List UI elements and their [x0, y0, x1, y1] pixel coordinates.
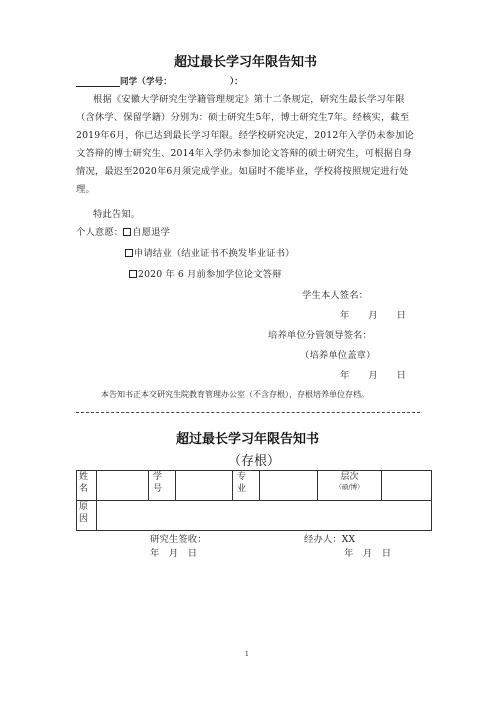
student-signature-label: 学生本人签名：	[302, 290, 369, 301]
paragraph-line-5: 情况，最迟至2020年6月须完成学业。如届时不能毕业，学校将按照规定进行处	[76, 166, 409, 177]
stub-subtitle: （存根）	[228, 454, 281, 469]
paragraph-line-3: 2019年6月，你已达到最长学习年限。经学校研究决定，2012年入学仍未参加论	[76, 130, 414, 141]
name-cell[interactable]	[97, 471, 149, 501]
paragraph-line-6: 理。	[76, 184, 95, 195]
option-complete: 申请结业（结业证书不换发毕业证书）	[134, 248, 295, 259]
opinion-label: 个人意愿：	[76, 227, 124, 238]
reason-label: 原 因	[77, 501, 97, 531]
option-row-3	[129, 266, 282, 280]
leader-signature-label: 培养单位分管领导签名：	[268, 330, 372, 341]
level-label-cell	[318, 471, 382, 501]
addressee-close: ）：	[229, 77, 243, 87]
id-cell[interactable]	[176, 471, 233, 501]
major-cell[interactable]	[260, 471, 318, 501]
stub-date-left: 年 月 日	[150, 548, 198, 559]
major-label: 专 业	[233, 471, 260, 501]
footer-note: 本告知书正本交研究生院教育管理办公室（不含存根），存根培养单位存档。	[101, 390, 369, 399]
stub-handler: 经办人：XX	[304, 534, 356, 545]
notice-title: 超过最长学习年限告知书	[174, 55, 318, 70]
seal-label: （培养单位盖章）	[300, 350, 376, 361]
stub-title: 超过最长学习年限告知书	[176, 432, 320, 447]
special-notice: 特此告知。	[93, 209, 141, 220]
option-row-2	[125, 245, 295, 259]
stub-student-sign: 研究生签收：	[150, 534, 207, 545]
student-date: 年 月 日	[340, 310, 407, 321]
cut-line	[76, 412, 420, 413]
name-label: 姓 名	[77, 471, 97, 501]
paragraph-line-4: 文答辩的博士研究生、2014年入学仍未参加论文答辩的硕士研究生，可根据自身	[76, 148, 413, 159]
reason-cell[interactable]	[97, 501, 432, 531]
id-label: 学 号	[149, 471, 176, 501]
addressee-line	[76, 75, 243, 87]
opinion-row	[76, 224, 170, 238]
checkbox-complete[interactable]	[125, 249, 133, 257]
checkbox-defense[interactable]	[129, 270, 137, 278]
checkbox-withdraw[interactable]	[123, 228, 131, 236]
level-label: 层次	[340, 472, 359, 482]
addressee-label: 同学（学号：	[120, 77, 172, 87]
option-withdraw: 自愿退学	[132, 227, 171, 238]
leader-date: 年 月 日	[340, 370, 407, 381]
level-cell[interactable]	[382, 471, 432, 501]
option-defense: 2020 年 6 月前参加学位论文答辩	[138, 269, 282, 280]
level-sub: （硕/博）	[335, 483, 364, 491]
paragraph-line-2: （含休学、保留学籍）分别为：硕士研究生5年，博士研究生7年。经核实，截至	[76, 112, 410, 123]
name-blank	[76, 77, 120, 87]
page-number: 1	[245, 651, 249, 658]
stub-table	[76, 470, 432, 531]
stub-date-right: 年 月 日	[344, 548, 392, 559]
paragraph-line-1: 根据《安徽大学研究生学籍管理规定》第十二条规定，研究生最长学习年限	[93, 94, 405, 105]
